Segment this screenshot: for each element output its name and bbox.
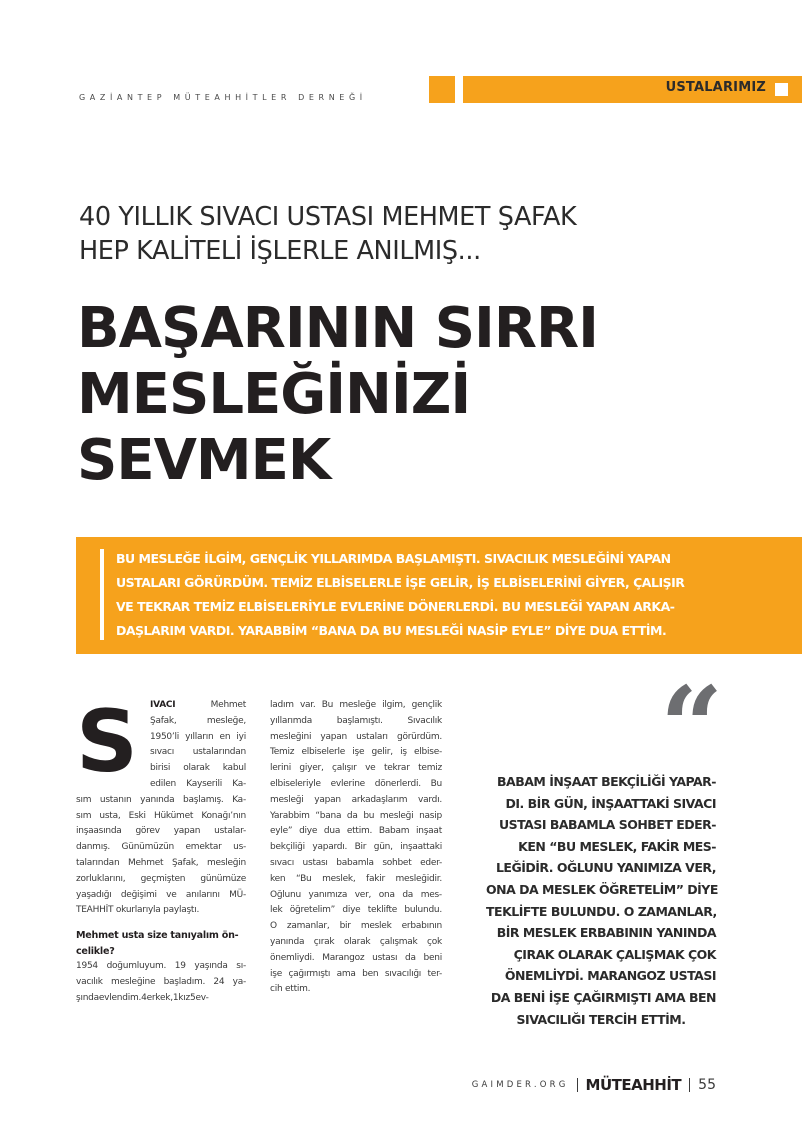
article-word: 24: [213, 976, 225, 987]
article-line: [76, 761, 246, 777]
article-word: arkadaşlarım: [351, 794, 408, 805]
article-word: evlerine: [330, 778, 365, 789]
article-word: zamanlar,: [286, 921, 330, 932]
article-word: 1: [172, 992, 179, 1003]
article-word: mesleğini: [270, 731, 312, 742]
article-word: 1954: [76, 961, 98, 972]
article-word: Eski: [128, 810, 146, 821]
article-line: [76, 991, 246, 1007]
intro-text: [116, 547, 786, 643]
intro-line: BU MESLEĞE İLGİM, GENÇLİK YILLARIMDA BAŞLAMIŞTI. SIVACILIK MESLEĞİNİ YAPAN: [116, 551, 671, 566]
article-word: babamla: [336, 857, 374, 868]
article-word: sım: [76, 794, 92, 805]
article-word: sım: [76, 810, 92, 821]
article-word: mesleğin: [207, 857, 246, 868]
article-line: [76, 793, 246, 809]
article-word: yaşadığı: [76, 889, 112, 900]
article-word: TEAHHİT okurlarıyla paylaştı.: [76, 905, 200, 916]
article-word: çağırmıştı: [288, 968, 331, 979]
article-line: [270, 888, 442, 904]
article-word: bulundu.: [404, 905, 442, 916]
article-line: [270, 714, 442, 730]
pull-quote-line: LEĞİDİR. OĞLUNU YANIMIZA VER,: [495, 860, 716, 876]
article-word: birisi: [150, 763, 171, 774]
article-word: lek: [270, 905, 283, 916]
article-word: ustalarından: [192, 747, 246, 758]
article-line: [270, 967, 442, 983]
article-line: [76, 714, 246, 730]
article-word: yapardı.: [312, 842, 348, 853]
footer: [472, 1075, 716, 1095]
article-word: Mehmet: [210, 700, 246, 710]
article-word: inşaasında: [76, 826, 122, 837]
article-line: [270, 903, 442, 919]
article-word: mesleğe,: [206, 715, 246, 726]
article-word: nasip: [419, 810, 442, 821]
article-line: [270, 824, 442, 840]
article-line: [76, 840, 246, 856]
article-word: 5: [189, 992, 196, 1003]
article-word: olarak: [343, 936, 371, 947]
page-number: 55: [698, 1077, 716, 1093]
article-word: yapan: [314, 794, 341, 805]
article-word: sıvacı: [270, 857, 294, 868]
article-line: [76, 856, 246, 872]
article-word: ustası: [372, 952, 398, 963]
question-line: Mehmet usta size tanıyalım ön-: [76, 930, 239, 942]
headline-line: SEVMEK: [77, 428, 331, 493]
article-line: [76, 959, 246, 975]
article-word: mesleği: [270, 794, 304, 805]
article-word: mesleğine: [111, 976, 156, 987]
article-word: ter-: [427, 968, 442, 979]
article-word: 4: [141, 992, 147, 1003]
article-word: çalışmak: [379, 936, 418, 947]
article-line: [76, 824, 246, 840]
subtitle-line: HEP KALİTELİ İŞLERLE ANILMIŞ...: [79, 236, 481, 266]
article-word: O: [270, 921, 277, 932]
article-word: mesleği: [379, 810, 414, 821]
article-column-1: [76, 692, 246, 1007]
article-word: mesleğidir.: [395, 873, 442, 884]
article-line: [270, 872, 442, 888]
article-word: vacılık: [76, 976, 103, 987]
article-word: çırak: [313, 936, 335, 947]
article-word: Günümüzün: [121, 842, 174, 853]
article-word: ver,: [354, 889, 372, 900]
article-word: inşaattaki: [400, 842, 442, 853]
association-name: GAZİANTEP MÜTEAHHİTLER DERNEĞİ: [79, 93, 367, 102]
article-column-2: [270, 698, 442, 998]
article-line: [270, 809, 442, 825]
article-word: çalışır: [332, 763, 357, 774]
article-line: [270, 982, 442, 998]
article-word: işe: [352, 747, 365, 758]
article-line: [76, 872, 246, 888]
article-word: erkek,: [146, 992, 173, 1003]
article-word: MÜ-: [229, 889, 246, 900]
pull-quote-line: ÇIRAK OLARAK ÇALIŞMAK ÇOK: [513, 946, 716, 962]
article-word: Bu: [430, 778, 442, 789]
article-line: [270, 951, 442, 967]
pull-quote-line: KEN “BU MESLEK, FAKİR MES-: [518, 838, 716, 854]
headline-line: BAŞARININ SIRRI: [77, 296, 598, 361]
question-line: celikle?: [76, 945, 115, 957]
article-word: us-: [233, 842, 246, 853]
article-word: da: [402, 889, 414, 900]
article-word: yapan: [320, 731, 347, 742]
article-word: fakir: [366, 873, 385, 884]
drop-cap: S: [76, 692, 138, 792]
article-word: meslek,: [322, 873, 356, 884]
pull-quote-line: ÖNEMLİYDİ. MARANGOZ USTASI: [504, 968, 716, 984]
article-word: elbiselerle: [301, 747, 346, 758]
article-line: [76, 888, 246, 904]
subtitle: [79, 200, 719, 268]
article-line: [76, 745, 246, 761]
article-word: ettim.: [346, 826, 373, 837]
pull-quote: [486, 771, 716, 1030]
article-line: [270, 856, 442, 872]
article-word: edilen: [150, 778, 176, 789]
article-word: Yarabbim: [270, 810, 310, 821]
article-word: gün,: [373, 842, 393, 853]
article-word: ustaları: [356, 731, 388, 742]
section-banner: [463, 76, 802, 103]
band-divider: [100, 549, 104, 640]
article-word: Hükümet: [153, 810, 194, 821]
article-line: [76, 777, 246, 793]
article-word: “Bu: [295, 873, 312, 884]
article-word: Şafak,: [150, 715, 177, 726]
article-word: ona: [378, 889, 395, 900]
article-word: mesleğe: [339, 700, 376, 710]
header-accent-block: [429, 76, 455, 103]
article-word: ben: [362, 968, 379, 979]
article-word: başladım.: [163, 976, 206, 987]
section-label: USTALARIMIZ: [665, 80, 766, 95]
article-word: IVACI: [150, 700, 176, 710]
article-word: Sıvacılık: [407, 715, 442, 726]
article-word: Konağı’nın: [201, 810, 246, 821]
article-word: yıllarımda: [270, 715, 313, 726]
article-word: kız: [178, 992, 190, 1003]
pull-quote-line: SIVACILIĞI TERCİH ETTİM.: [516, 1011, 686, 1027]
article-line: [270, 935, 442, 951]
article-word: dua: [323, 826, 341, 837]
article-word: ustalar-: [214, 826, 246, 837]
article-word: temiz: [418, 763, 442, 774]
article-paragraph: [76, 692, 246, 919]
article-line: [76, 903, 246, 919]
article-word: olarak: [183, 763, 210, 774]
pull-quote-line: DI. BİR GÜN, İNŞAATTAKİ SIVACI: [505, 795, 716, 811]
article-word: “bana: [315, 810, 342, 821]
article-word: iş: [400, 747, 407, 758]
footer-divider: [577, 1078, 578, 1092]
article-word: diye: [299, 826, 318, 837]
article-word: diye: [342, 905, 361, 916]
article-word: değişimi: [120, 889, 157, 900]
pull-quote-line: ONA DA MESLEK ÖĞRETELİM” DİYE: [486, 881, 718, 897]
article-line: [270, 761, 442, 777]
article-word: işe: [270, 968, 282, 979]
article-word: danmış.: [76, 842, 110, 853]
article-word: da: [405, 952, 416, 963]
headline-line: MESLEĞİNİZİ: [77, 362, 471, 427]
article-word: dönerlerdi.: [374, 778, 421, 789]
intro-band: [76, 537, 802, 654]
pull-quote-line: TEKLİFTE BULUNDU. O ZAMANLAR,: [486, 903, 717, 919]
article-line: [270, 777, 442, 793]
article-word: görürdüm.: [397, 731, 442, 742]
article-word: da: [346, 810, 358, 821]
article-word: kabul: [222, 763, 246, 774]
article-word: mes-: [420, 889, 442, 900]
article-word: emektar: [185, 842, 222, 853]
article-word: ve: [365, 763, 376, 774]
article-word: yaşında: [194, 961, 228, 972]
article-word: evlendim.: [98, 992, 142, 1003]
article-word: beni: [423, 952, 442, 963]
article-word: geçmişten: [140, 873, 186, 884]
article-word: Ka-: [232, 778, 246, 789]
article-word: Kayserili: [186, 778, 222, 789]
article-word: 1950’li: [150, 731, 180, 742]
article-word: ev-: [195, 992, 209, 1003]
article-word: doğumluyum.: [106, 961, 167, 972]
article-word: sohbet: [382, 857, 412, 868]
article-word: başlamış.: [183, 794, 224, 805]
article-word: cih ettim.: [270, 984, 311, 995]
article-word: talarından: [76, 857, 120, 868]
article-word: bu: [363, 810, 375, 821]
article-word: Ka-: [232, 794, 246, 805]
intro-line: VE TEKRAR TEMİZ ELBİSELERİYLE EVLERİNE DÖNERLERDİ. BU MESLEĞİ YAPAN ARKA-: [116, 599, 675, 614]
article-word: ustası: [302, 857, 328, 868]
article-word: Bu: [321, 700, 334, 710]
article-line: [76, 809, 246, 825]
article-word: Temiz: [270, 747, 295, 758]
article-word: görev: [135, 826, 160, 837]
article-line: [270, 919, 442, 935]
article-word: meslek: [360, 921, 392, 932]
article-word: en: [219, 731, 231, 742]
article-word: lerini: [270, 763, 291, 774]
pull-quote-line: USTASI BABAMLA SOHBET EDER-: [498, 817, 716, 833]
article-word: Mehmet: [128, 857, 164, 868]
article-word: vardı.: [418, 794, 442, 805]
article-word: başlamıştı.: [336, 715, 383, 726]
article-word: Şafak,: [171, 857, 199, 868]
article-word: ustanın: [99, 794, 132, 805]
article-word: öğretelim”: [289, 905, 336, 916]
article-word: Bir: [354, 842, 367, 853]
article-line: [270, 840, 442, 856]
article-word: gençlik: [411, 700, 442, 710]
footer-url: GAIMDER.ORG: [471, 1080, 569, 1090]
article-line: [270, 698, 442, 714]
article-word: inşaat: [416, 826, 442, 837]
article-word: gelir,: [371, 747, 393, 758]
article-line: [270, 793, 442, 809]
article-word: ilgim,: [382, 700, 406, 710]
article-paragraph: [76, 959, 246, 1006]
article-word: giyer,: [299, 763, 324, 774]
article-word: eyle”: [270, 826, 293, 837]
article-word: ladım: [270, 700, 294, 710]
article-word: ken: [270, 873, 286, 884]
article-word: yanında: [270, 936, 305, 947]
article-word: ya-: [232, 976, 246, 987]
article-word: yanında: [140, 794, 175, 805]
article-word: elbise-: [414, 747, 442, 758]
article-word: var.: [299, 700, 316, 710]
article-word: önemliydi.: [270, 952, 315, 963]
article-word: tekrar: [383, 763, 410, 774]
article-line: [76, 975, 246, 991]
article-word: sıvacılığı: [384, 968, 422, 979]
pull-quote-line: BABAM İNŞAAT BEKÇİLİĞİ YAPAR-: [497, 774, 716, 789]
article-word: iyi: [236, 731, 246, 742]
article-word: ama: [336, 968, 356, 979]
pull-quote-line: DA BENİ İŞE ÇAĞIRMIŞTI AMA BEN: [490, 989, 716, 1005]
article-word: Marangoz: [322, 952, 365, 963]
quote-icon: “: [660, 662, 724, 791]
article-word: 19: [174, 961, 186, 972]
article-word: teklifte: [367, 905, 398, 916]
square-icon: [775, 83, 788, 96]
article-word: bir: [339, 921, 351, 932]
article-word: Oğlunu: [270, 889, 301, 900]
article-word: çok: [427, 936, 442, 947]
article-line: [76, 730, 246, 746]
article-word: erbabının: [401, 921, 442, 932]
article-paragraph: [270, 698, 442, 998]
article-word: anılarını: [185, 889, 220, 900]
article-word: bekçiliği: [270, 842, 305, 853]
magazine-brand: MÜTEAHHİT: [585, 1076, 682, 1094]
article-word: sıvacı: [150, 747, 174, 758]
headline: [77, 296, 737, 494]
article-word: yılların: [185, 731, 214, 742]
article-word: yapan: [173, 826, 201, 837]
article-word: ve: [166, 889, 177, 900]
intro-line: DAŞLARIM VARDI. YARABBİM “BANA DA BU MESLEĞİ NASİP EYLE” DİYE DUA ETTİM.: [116, 623, 667, 638]
article-word: sı-: [236, 961, 246, 972]
article-word: şında: [76, 992, 99, 1003]
article-word: yanımıza: [308, 889, 348, 900]
article-word: usta,: [99, 810, 121, 821]
article-word: Babam: [378, 826, 410, 837]
article-line: [76, 698, 246, 714]
subtitle-line: 40 YILLIK SIVACI USTASI MEHMET ŞAFAK: [79, 202, 577, 232]
article-word: eder-: [420, 857, 442, 868]
article-word: elbiseleriyle: [270, 778, 321, 789]
article-word: zorluklarını,: [76, 873, 126, 884]
article-line: [270, 745, 442, 761]
intro-line: USTALARI GÖRÜRDÜM. TEMİZ ELBİSELERLE İŞE GELİR, İŞ ELBİSELERİNİ GİYER, ÇALIŞIR: [116, 575, 685, 590]
footer-divider: [689, 1078, 690, 1092]
interview-question: [76, 928, 246, 959]
article-word: günümüze: [200, 873, 246, 884]
article-line: [270, 730, 442, 746]
pull-quote-line: BİR MESLEK ERBABININ YANINDA: [496, 925, 716, 941]
